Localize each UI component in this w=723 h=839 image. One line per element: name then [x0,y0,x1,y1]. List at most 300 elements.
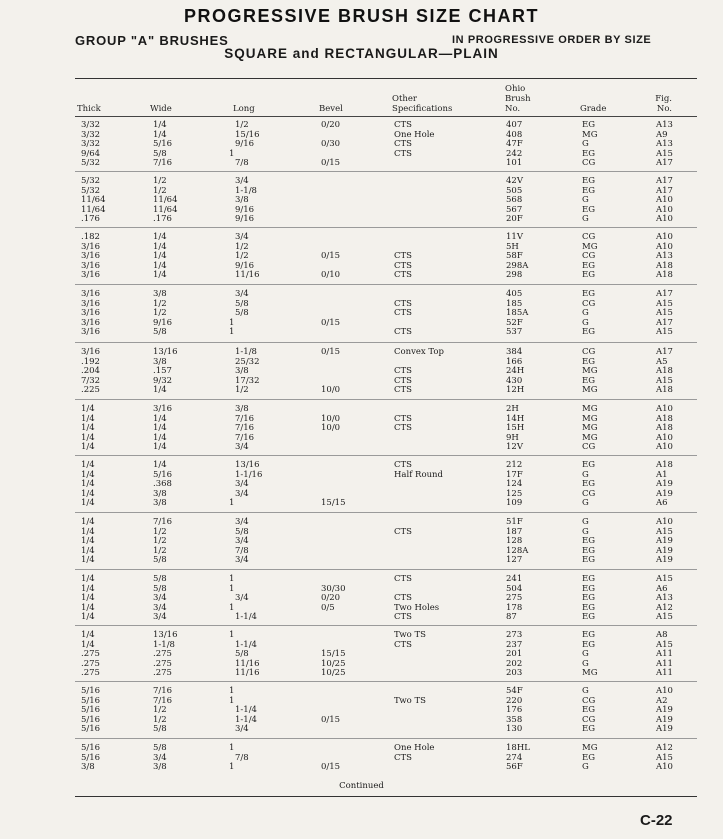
group-divider [75,569,697,570]
cell-grade: EG [582,583,595,594]
group-divider [75,455,697,456]
table-row [75,716,697,726]
col-header-fig-line2: No. [656,104,672,114]
cell-grade: G [582,469,589,480]
cell-ohio-brush-no: 24H [506,366,525,377]
cell-ohio-brush-no: 87 [506,612,517,623]
row-group [75,233,697,281]
cell-wide: 5/8 [153,555,167,566]
cell-thick: 1/4 [81,423,95,434]
cell-bevel: 10/25 [321,658,346,669]
cell-long: 9/16 [235,214,255,225]
cell-ohio-brush-no: 17F [506,469,523,480]
cell-thick: 3/32 [81,129,101,140]
cell-fig-no: A10 [656,232,673,242]
page-title: PROGRESSIVE BRUSH SIZE CHART [183,6,540,26]
row-group [75,121,697,169]
cell-wide: 3/8 [153,762,167,773]
cell-long: 1-1/8 [235,347,257,357]
col-header-bevel: Bevel [319,104,343,114]
cell-fig-no: A18 [656,460,673,470]
col-header-thick: Thick [77,104,101,114]
cell-thick: 1/4 [81,593,95,604]
table-row [75,290,697,300]
cell-other-spec: CTS [394,413,412,424]
cell-ohio-brush-no: 430 [506,375,523,386]
cell-grade: G [582,526,589,537]
cell-ohio-brush-no: 47F [506,139,523,150]
cell-ohio-brush-no: 9H [506,432,519,443]
cell-long: 3/4 [235,555,249,566]
cell-other-spec: CTS [394,574,412,584]
cell-ohio-brush-no: 42V [506,176,523,186]
cell-thick: 1/4 [81,442,95,453]
table-row [75,547,697,557]
cell-ohio-brush-no: 298 [506,270,523,281]
cell-grade: EG [582,176,595,186]
table-row [75,300,697,310]
cell-thick: 3/16 [81,270,101,281]
cell-bevel: 0/15 [321,251,341,262]
cell-wide: 1/2 [153,308,167,319]
cell-other-spec: Two TS [394,630,426,640]
row-group [75,177,697,225]
cell-thick: 3/16 [81,241,101,252]
cell-wide: 7/16 [153,686,173,696]
cell-ohio-brush-no: 237 [506,639,523,650]
cell-fig-no: A17 [656,158,673,169]
cell-thick: 5/16 [81,686,101,696]
cell-fig-no: A13 [656,251,673,262]
cell-fig-no: A10 [656,195,673,206]
cell-long: 3/4 [235,479,249,490]
cell-thick: 5/32 [81,158,101,169]
cell-fig-no: A17 [656,317,673,328]
cell-fig-no: A10 [656,442,673,453]
cell-fig-no: A10 [656,762,673,773]
row-group [75,575,697,623]
cell-wide: 5/8 [153,583,167,594]
cell-grade: MG [582,432,598,443]
cell-thick: 5/16 [81,752,101,763]
cell-ohio-brush-no: 273 [506,630,523,640]
table-row [75,215,697,225]
table-row [75,518,697,528]
cell-other-spec: CTS [394,251,412,262]
cell-wide: 1/2 [153,705,167,716]
cell-long: 1/2 [235,251,249,262]
table-row [75,243,697,253]
cell-long: 5/8 [235,308,249,319]
cell-long: 13/16 [235,460,260,470]
table-row [75,528,697,538]
group-divider [75,399,697,400]
group-label: GROUP "A" BRUSHES [75,33,229,48]
cell-other-spec: CTS [394,375,412,386]
cell-thick: 1/4 [81,536,95,547]
cell-grade: G [582,649,589,660]
cell-fig-no: A10 [656,686,673,696]
cell-grade: CG [582,695,596,706]
cell-long: 1 [229,317,235,328]
cell-thick: 5/16 [81,714,101,725]
cell-ohio-brush-no: 109 [506,498,523,509]
group-divider [75,738,697,739]
cell-bevel: 15/15 [321,498,346,509]
cell-fig-no: A15 [656,752,673,763]
cell-thick: 1/4 [81,469,95,480]
cell-thick: .225 [81,385,100,396]
header-rule [75,116,697,117]
cell-thick: 1/4 [81,479,95,490]
page-number: C-22 [640,812,673,829]
cell-wide: 3/4 [153,612,167,623]
cell-wide: 11/64 [153,195,178,206]
cell-wide: 1/4 [153,413,167,424]
group-divider [75,227,697,228]
cell-fig-no: A10 [656,432,673,443]
cell-fig-no: A11 [656,668,673,679]
cell-ohio-brush-no: 537 [506,327,523,338]
cell-wide: 1/4 [153,432,167,443]
cell-ohio-brush-no: 407 [506,120,523,130]
cell-grade: EG [582,270,595,281]
cell-grade: CG [582,488,596,499]
cell-other-spec: CTS [394,308,412,319]
cell-long: 1/2 [235,385,249,396]
cell-thick: 1/4 [81,574,95,584]
cell-grade: MG [582,413,598,424]
cell-bevel: 0/15 [321,158,341,169]
cell-ohio-brush-no: 12V [506,442,523,453]
cell-wide: 1/4 [153,260,167,271]
cell-wide: 1/4 [153,270,167,281]
cell-bevel: 30/30 [321,583,346,594]
cell-ohio-brush-no: 408 [506,129,523,140]
cell-thick: 1/4 [81,545,95,556]
cell-grade: G [582,308,589,319]
cell-fig-no: A17 [656,347,673,357]
cell-wide: 5/8 [153,724,167,735]
cell-bevel: 10/0 [321,385,341,396]
cell-grade: MG [582,423,598,434]
table-row [75,443,697,453]
table-row [75,377,697,387]
table-row [75,669,697,679]
cell-other-spec: CTS [394,526,412,537]
cell-wide: 3/8 [153,289,167,299]
cell-grade: EG [582,705,595,716]
cell-ohio-brush-no: 2H [506,404,519,414]
cell-fig-no: A10 [656,517,673,527]
cell-thick: 3/16 [81,251,101,262]
cell-wide: 13/16 [153,347,178,357]
cell-fig-no: A15 [656,327,673,338]
cell-wide: 5/8 [153,148,167,159]
cell-grade: EG [582,593,595,604]
cell-bevel: 0/30 [321,139,341,150]
cell-ohio-brush-no: 201 [506,649,523,660]
col-header-other-line2: Specifications [392,104,453,114]
cell-wide: 1/4 [153,241,167,252]
cell-thick: 1/4 [81,498,95,509]
cell-other-spec: CTS [394,327,412,338]
cell-wide: 5/16 [153,469,173,480]
cell-wide: 7/16 [153,158,173,169]
cell-grade: EG [582,612,595,623]
cell-wide: 1/4 [153,460,167,470]
col-header-other-line1: Other [392,94,417,104]
cell-fig-no: A19 [656,488,673,499]
cell-long: 1 [229,148,235,159]
cell-bevel: 0/15 [321,347,341,357]
cell-wide: 7/16 [153,695,173,706]
cell-thick: .204 [81,366,100,377]
cell-long: 7/8 [235,752,249,763]
cell-long: 1/2 [235,241,249,252]
table-row [75,763,697,773]
cell-other-spec: CTS [394,270,412,281]
cell-long: 5/8 [235,298,249,309]
cell-fig-no: A1 [656,469,668,480]
cell-ohio-brush-no: 298A [506,260,529,271]
cell-long: 1 [229,498,235,509]
table-row [75,754,697,764]
cell-thick: 3/16 [81,327,101,338]
cell-grade: EG [582,639,595,650]
cell-long: 1 [229,686,235,696]
cell-wide: 1/4 [153,120,167,130]
cell-other-spec: One Hole [394,129,435,140]
cell-fig-no: A19 [656,555,673,566]
table-row [75,613,697,623]
table-row [75,415,697,425]
cell-grade: CG [582,714,596,725]
cell-thick: 1/4 [81,413,95,424]
cell-fig-no: A15 [656,375,673,386]
cell-grade: EG [582,148,595,159]
cell-fig-no: A18 [656,260,673,271]
table-row [75,405,697,415]
cell-wide: 1/2 [153,714,167,725]
cell-thick: 1/4 [81,526,95,537]
cell-ohio-brush-no: 15H [506,423,525,434]
cell-long: 7/8 [235,545,249,556]
cell-fig-no: A5 [656,356,668,367]
cell-long: 1 [229,574,235,584]
top-rule [75,78,697,79]
table-row [75,424,697,434]
cell-fig-no: A17 [656,185,673,196]
cell-ohio-brush-no: 178 [506,602,523,613]
cell-wide: .275 [153,668,172,679]
cell-long: 3/4 [235,232,249,242]
cell-fig-no: A6 [656,583,668,594]
cell-wide: 5/16 [153,139,173,150]
cell-fig-no: A2 [656,695,668,706]
cell-other-spec: CTS [394,298,412,309]
cell-thick: 7/32 [81,375,101,386]
row-group [75,348,697,396]
cell-wide: 13/16 [153,630,178,640]
cell-thick: 9/64 [81,148,101,159]
cell-ohio-brush-no: 20F [506,214,523,225]
cell-other-spec: Half Round [394,469,443,480]
cell-other-spec: CTS [394,148,412,159]
cell-fig-no: A19 [656,724,673,735]
cell-ohio-brush-no: 128 [506,536,523,547]
cell-long: 3/4 [235,488,249,499]
col-header-ohio-line1: Ohio [505,84,526,94]
cell-fig-no: A18 [656,385,673,396]
cell-ohio-brush-no: 405 [506,289,523,299]
cell-fig-no: A13 [656,139,673,150]
cell-ohio-brush-no: 56F [506,762,523,773]
cell-grade: CG [582,442,596,453]
cell-grade: MG [582,385,598,396]
cell-wide: 5/8 [153,574,167,584]
cell-ohio-brush-no: 124 [506,479,523,490]
cell-wide: 1/4 [153,442,167,453]
cell-ohio-brush-no: 51F [506,517,523,527]
cell-bevel: 0/15 [321,762,341,773]
cell-fig-no: A15 [656,148,673,159]
cell-thick: 1/4 [81,602,95,613]
cell-thick: 3/16 [81,317,101,328]
cell-long: 1-1/8 [235,185,257,196]
cell-fig-no: A15 [656,526,673,537]
cell-long: 1 [229,695,235,706]
cell-wide: 1/4 [153,129,167,140]
row-group [75,518,697,566]
row-group [75,290,697,338]
cell-thick: 1/4 [81,432,95,443]
cell-wide: 7/16 [153,517,173,527]
cell-thick: 11/64 [81,204,106,215]
cell-long: 3/8 [235,366,249,377]
cell-ohio-brush-no: 18HL [506,743,530,753]
cell-ohio-brush-no: 185A [506,308,529,319]
cell-grade: CG [582,158,596,169]
cell-wide: 3/16 [153,404,173,414]
cell-long: 11/16 [235,270,260,281]
cell-ohio-brush-no: 241 [506,574,523,584]
table-row [75,575,697,585]
cell-fig-no: A15 [656,612,673,623]
cell-thick: 1/4 [81,630,95,640]
cell-wide: .176 [153,214,172,225]
cell-long: 3/4 [235,724,249,735]
row-group [75,461,697,509]
cell-fig-no: A11 [656,658,673,669]
cell-other-spec: CTS [394,385,412,396]
cell-thick: 3/32 [81,139,101,150]
cell-long: 7/16 [235,423,255,434]
cell-ohio-brush-no: 384 [506,347,523,357]
cell-fig-no: A17 [656,176,673,186]
cell-grade: MG [582,241,598,252]
cell-long: 1-1/4 [235,705,257,716]
cell-wide: 5/8 [153,327,167,338]
continued-note: Continued [339,781,384,791]
cell-thick: 11/64 [81,195,106,206]
cell-thick: 1/4 [81,404,95,414]
cell-grade: EG [582,574,595,584]
table-row [75,386,697,396]
cell-bevel: 10/25 [321,668,346,679]
col-header-other [392,94,452,114]
cell-fig-no: A18 [656,413,673,424]
cell-ohio-brush-no: 125 [506,488,523,499]
cell-long: 1 [229,762,235,773]
cell-wide: 3/4 [153,593,167,604]
cell-thick: 3/16 [81,289,101,299]
cell-other-spec: CTS [394,139,412,150]
cell-grade: EG [582,204,595,215]
cell-bevel: 0/15 [321,714,341,725]
cell-wide: .275 [153,658,172,669]
cell-other-spec: CTS [394,639,412,650]
cell-long: 1 [229,630,235,640]
cell-ohio-brush-no: 52F [506,317,523,328]
cell-fig-no: A15 [656,308,673,319]
cell-thick: .275 [81,668,100,679]
cell-long: 1-1/4 [235,714,257,725]
cell-fig-no: A13 [656,120,673,130]
cell-long: 1-1/16 [235,469,263,480]
cell-grade: MG [582,743,598,753]
cell-ohio-brush-no: 504 [506,583,523,594]
cell-ohio-brush-no: 202 [506,658,523,669]
cell-long: 15/16 [235,129,260,140]
cell-long: 17/32 [235,375,260,386]
cell-bevel: 15/15 [321,649,346,660]
cell-ohio-brush-no: 274 [506,752,523,763]
cell-other-spec: CTS [394,460,412,470]
table-row [75,348,697,358]
cell-thick: 3/16 [81,260,101,271]
cell-fig-no: A10 [656,241,673,252]
cell-ohio-brush-no: 14H [506,413,525,424]
cell-grade: EG [582,479,595,490]
cell-long: 3/4 [235,176,249,186]
cell-grade: G [582,195,589,206]
cell-thick: 3/16 [81,347,101,357]
cell-other-spec: CTS [394,120,412,130]
table-row [75,328,697,338]
cell-long: 3/8 [235,404,249,414]
table-row [75,434,697,444]
cell-ohio-brush-no: 505 [506,185,523,196]
cell-ohio-brush-no: 567 [506,204,523,215]
cell-grade: G [582,214,589,225]
cell-grade: EG [582,724,595,735]
cell-wide: 1/2 [153,176,167,186]
col-header-long: Long [233,104,255,114]
cell-wide: 1/2 [153,298,167,309]
cell-wide: 5/8 [153,743,167,753]
cell-wide: 1/4 [153,385,167,396]
cell-thick: 5/32 [81,185,101,196]
cell-thick: 3/32 [81,120,101,130]
cell-long: 3/4 [235,289,249,299]
cell-long: 9/16 [235,204,255,215]
cell-ohio-brush-no: 358 [506,714,523,725]
cell-grade: EG [582,630,595,640]
cell-ohio-brush-no: 166 [506,356,523,367]
cell-other-spec: CTS [394,752,412,763]
group-divider [75,171,697,172]
